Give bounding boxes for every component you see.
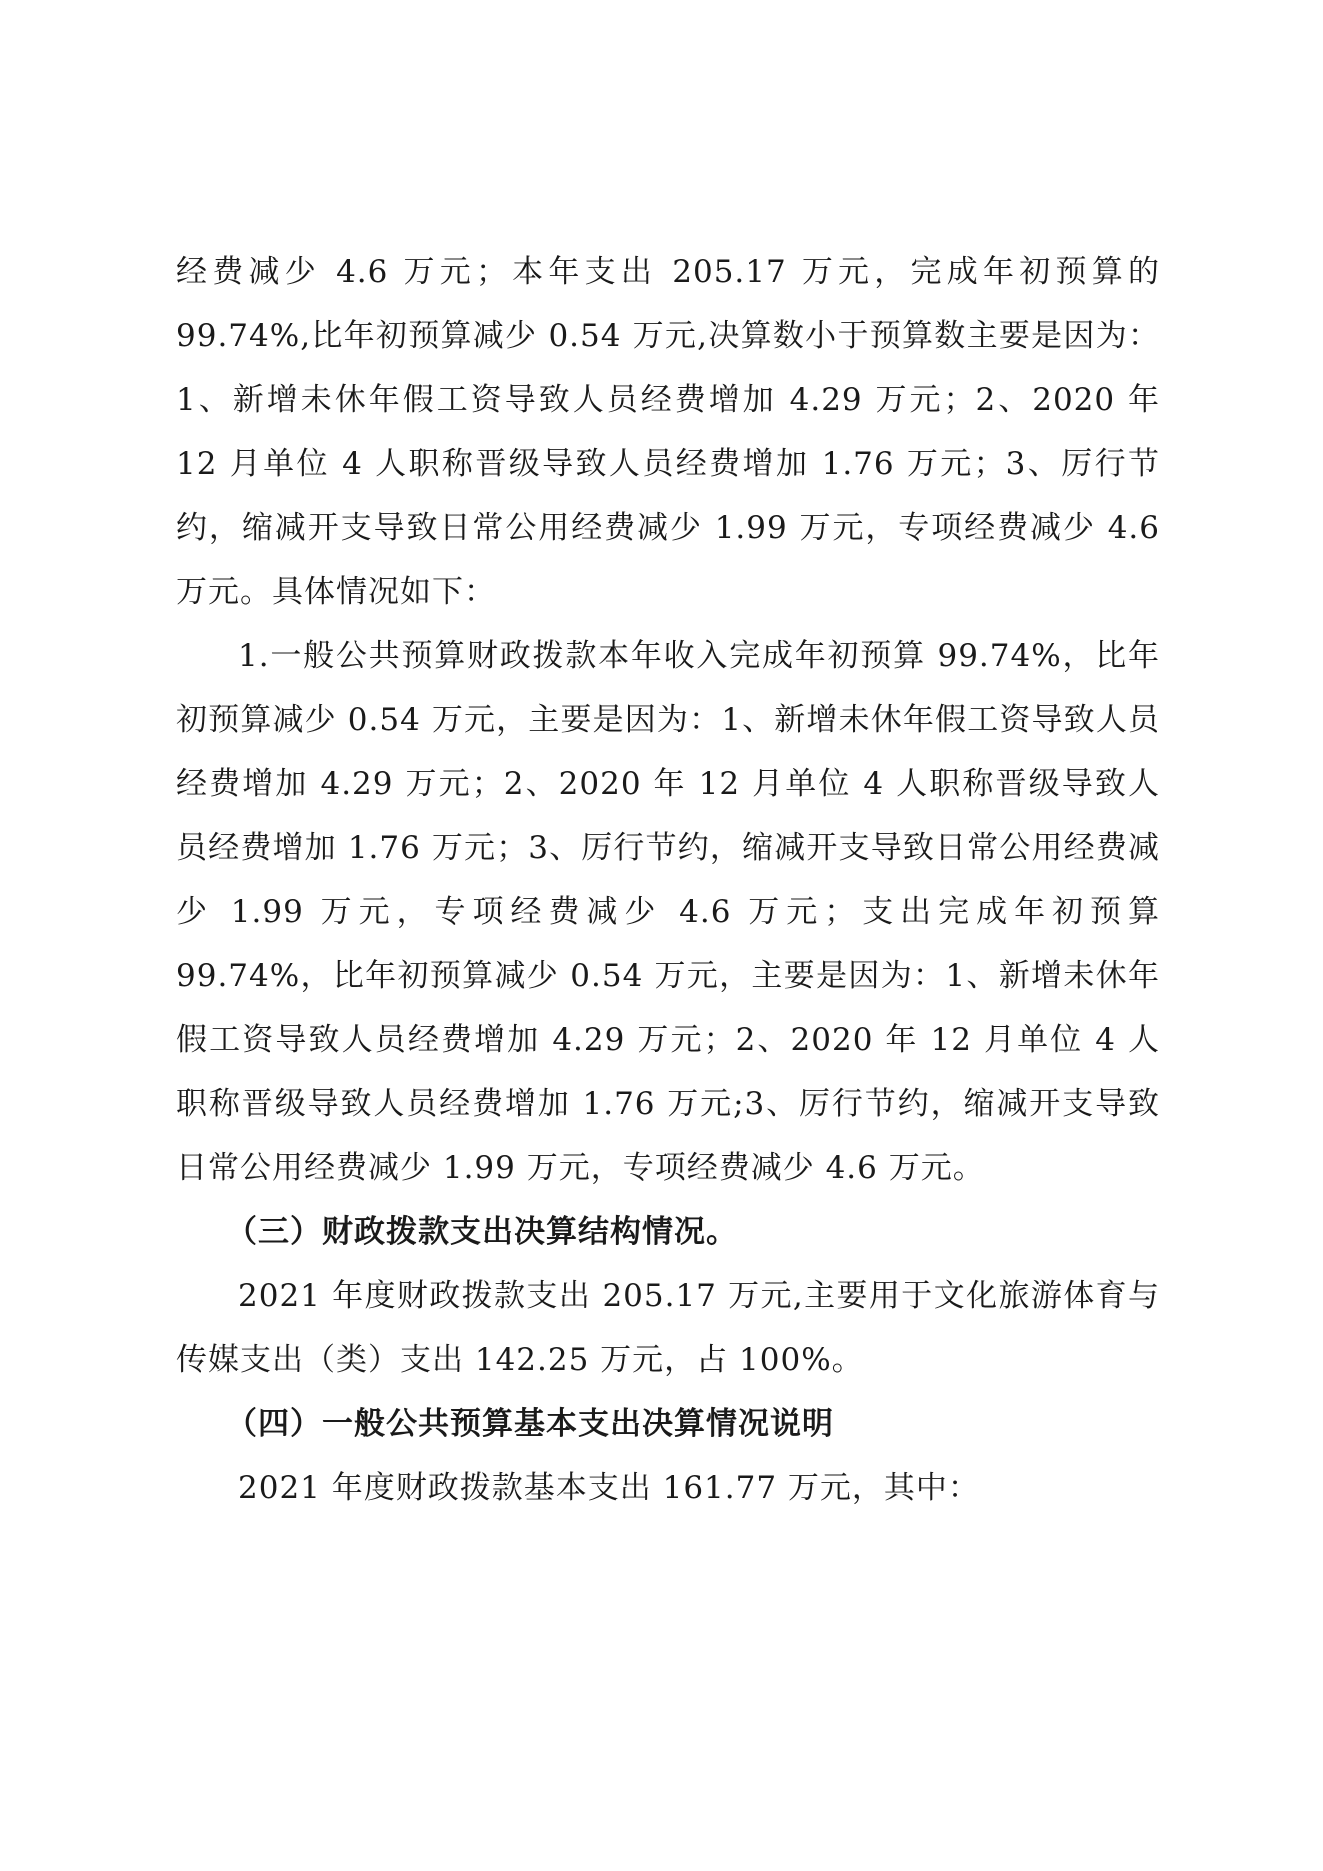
section-heading-3: （三）财政拨款支出决算结构情况。 bbox=[226, 1214, 738, 1250]
section-heading-4: （四）一般公共预算基本支出决算情况说明 bbox=[226, 1406, 834, 1442]
section-body-4: 2021 年度财政拨款基本支出 161.77 万元，其中： bbox=[238, 1470, 980, 1506]
document-body bbox=[176, 240, 1160, 1520]
section-body-3: 2021 年度财政拨款支出 205.17 万元,主要用于文化旅游体育与传媒支出（类）支出 142.25 万元，占 100%。 bbox=[176, 1278, 1160, 1378]
paragraph-continued: 经费减少 4.6 万元；本年支出 205.17 万元，完成年初预算的 99.74%,比年初预算减少 0.54 万元,决算数小于预算数主要是因为：1、新增未休年假工资导致人员经费增加 4.29 万元；2、2020 年 12 月单位 4 人职称晋级导致人员经费增加 1.76 万元；3、厉行节约，缩减开支导致日常公用经费减少 1.99 万元，专项经费减少 4.6 万元。具体情况如下： bbox=[176, 254, 1160, 610]
paragraph-item-1: 1.一般公共预算财政拨款本年收入完成年初预算 99.74%，比年初预算减少 0.54 万元，主要是因为：1、新增未休年假工资导致人员经费增加 4.29 万元；2、2020 年 12 月单位 4 人职称晋级导致人员经费增加 1.76 万元；3、厉行节约，缩减开支导致日常公用经费减少 1.99 万元，专项经费减少 4.6 万元；支出完成年初预算 99.74%，比年初预算减少 0.54 万元，主要是因为：1、新增未休年假工资导致人员经费增加 4.29 万元；2、2020 年 12 月单位 4 人职称晋级导致人员经费增加 1.76 万元;3、厉行节约，缩减开支导致日常公用经费减少 1.99 万元，专项经费减少 4.6 万元。 bbox=[176, 638, 1160, 1186]
